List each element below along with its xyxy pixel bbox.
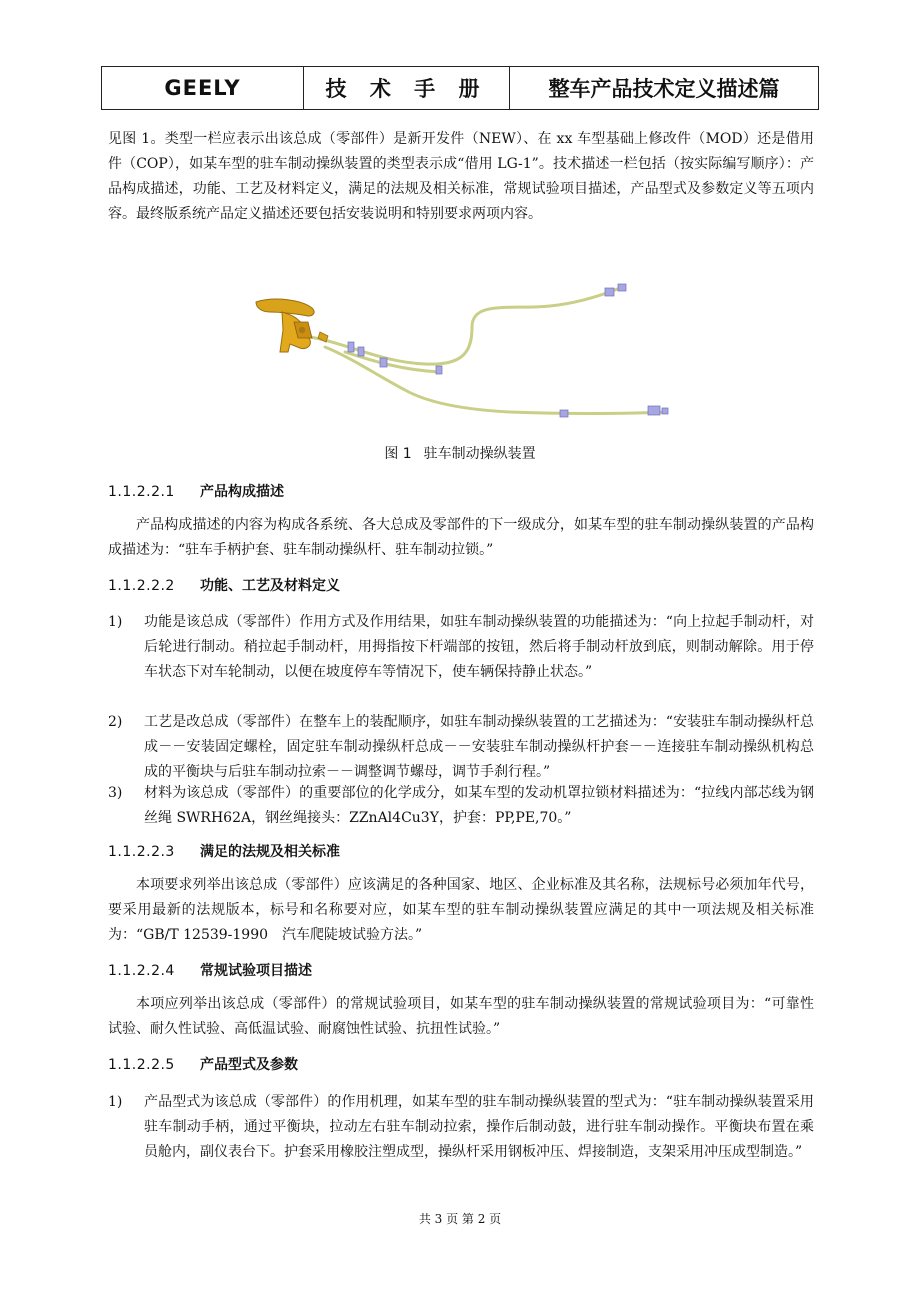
list-text: 产品型式为该总成（零部件）的作用机理，如某车型的驻车制动操纵装置的型式为：“驻车制动操纵装置采用驻车制动手柄，通过平衡块，拉动左右驻车制动拉索，操作后制动鼓，进行驻车制动操作。平衡块布置在乘员舱内，副仪表台下。护套采用橡胶注塑成型，操纵杆采用钢板冲压、焊接制造，支架采用冲压成型制造。”	[144, 1094, 814, 1160]
list-item	[108, 781, 814, 831]
section-heading-2	[108, 576, 340, 596]
list-text: 工艺是改总成（零部件）在整车上的装配顺序，如驻车制动操纵装置的工艺描述为：“安装驻车制动操纵杆总成－－安装固定螺栓，固定驻车制动操纵杆总成－－安装驻车制动操纵杆护套－－连接驻车制动操纵机构总成的平衡块与后驻车制动拉索－－调整调节螺母，调节手刹行程。”	[144, 714, 814, 780]
figure-label: 图 1	[384, 446, 412, 462]
page-header	[101, 66, 819, 110]
brake-lever-icon	[256, 299, 328, 352]
section-title-text: 功能、工艺及材料定义	[200, 578, 340, 594]
section-title-text: 常规试验项目描述	[200, 963, 312, 979]
section-heading-4	[108, 961, 312, 981]
figure-caption	[0, 443, 920, 463]
list-text: 材料为该总成（零部件）的重要部位的化学成分，如某车型的发动机罩拉锁材料描述为：“拉线内部芯线为钢丝绳 SWRH62A，钢丝绳接头：ZZnAl4Cu3Y，护套：PP,PE,70。”	[144, 785, 814, 826]
section-number: 1.1.2.2.5	[108, 1057, 175, 1073]
list-item	[108, 610, 814, 685]
figure-title: 驻车制动操纵装置	[423, 446, 536, 462]
list-marker: 1)	[108, 1094, 123, 1110]
section-3-body: 本项要求列举出该总成（零部件）应该满足的各种国家、地区、企业标准及其名称，法规标号必须加年代号，要采用最新的法规版本，标号和名称要对应，如某车型的驻车制动操纵装置应满足的其中一项法规及相关标准为：“GB/T 12539-1990 汽车爬陡坡试验方法。”	[108, 877, 814, 943]
section-number: 1.1.2.2.1	[108, 484, 175, 500]
list-marker: 1)	[108, 614, 123, 630]
section-heading-5	[108, 1055, 298, 1075]
section-title-text: 产品型式及参数	[200, 1057, 298, 1073]
list-item	[108, 710, 814, 785]
section-1-body: 产品构成描述的内容为构成各系统、各大总成及零部件的下一级成分，如某车型的驻车制动操纵装置的产品构成描述为：“驻车手柄护套、驻车制动操纵杆、驻车制动拉锁。”	[108, 517, 814, 558]
section-heading-3	[108, 842, 340, 862]
section-number: 1.1.2.2.4	[108, 963, 175, 979]
section-title-text: 满足的法规及相关标准	[200, 844, 340, 860]
manual-title: 技 术 手 册	[304, 67, 510, 109]
page-footer: 共 3 页 第 2 页	[418, 1212, 502, 1226]
section-4-body: 本项应列举出该总成（零部件）的常规试验项目，如某车型的驻车制动操纵装置的常规试验项目为：“可靠性试验、耐久性试验、高低温试验、耐腐蚀性试验、抗扭性试验。”	[108, 996, 814, 1037]
parking-brake-figure	[250, 282, 710, 430]
section-number: 1.1.2.2.2	[108, 578, 175, 594]
list-text: 功能是该总成（零部件）作用方式及作用结果，如驻车制动操纵装置的功能描述为：“向上拉起手制动杆，对后轮进行制动。稍拉起手制动杆，用拇指按下杆端部的按钮，然后将手制动杆放到底，则制动解除。用于停车状态下对车轮制动，以便在坡度停车等情况下，使车辆保持静止状态。”	[144, 614, 814, 680]
list-marker: 3)	[108, 785, 123, 801]
cable-clips	[348, 284, 668, 417]
section-title-text: 产品构成描述	[200, 484, 284, 500]
intro-paragraph: 见图 1。类型一栏应表示出该总成（零部件）是新开发件（NEW）、在 xx 车型基础上修改件（MOD）还是借用件（COP），如某车型的驻车制动操纵装置的类型表示成“借用 LG-1”。技术描述一栏包括（按实际编写顺序）：产品构成描述，功能、工艺及材料定义，满足的法规及相关标准，常规试验项目描述，产品型式及参数定义等五项内容。最终版系统产品定义描述还要包括安装说明和特别要求两项内容。	[108, 131, 814, 222]
section-heading-1	[108, 482, 284, 502]
list-marker: 2)	[108, 714, 123, 730]
brand-name: GEELY	[102, 67, 304, 109]
section-title: 整车产品技术定义描述篇	[548, 77, 780, 101]
list-item	[108, 1090, 814, 1165]
section-number: 1.1.2.2.3	[108, 844, 175, 860]
